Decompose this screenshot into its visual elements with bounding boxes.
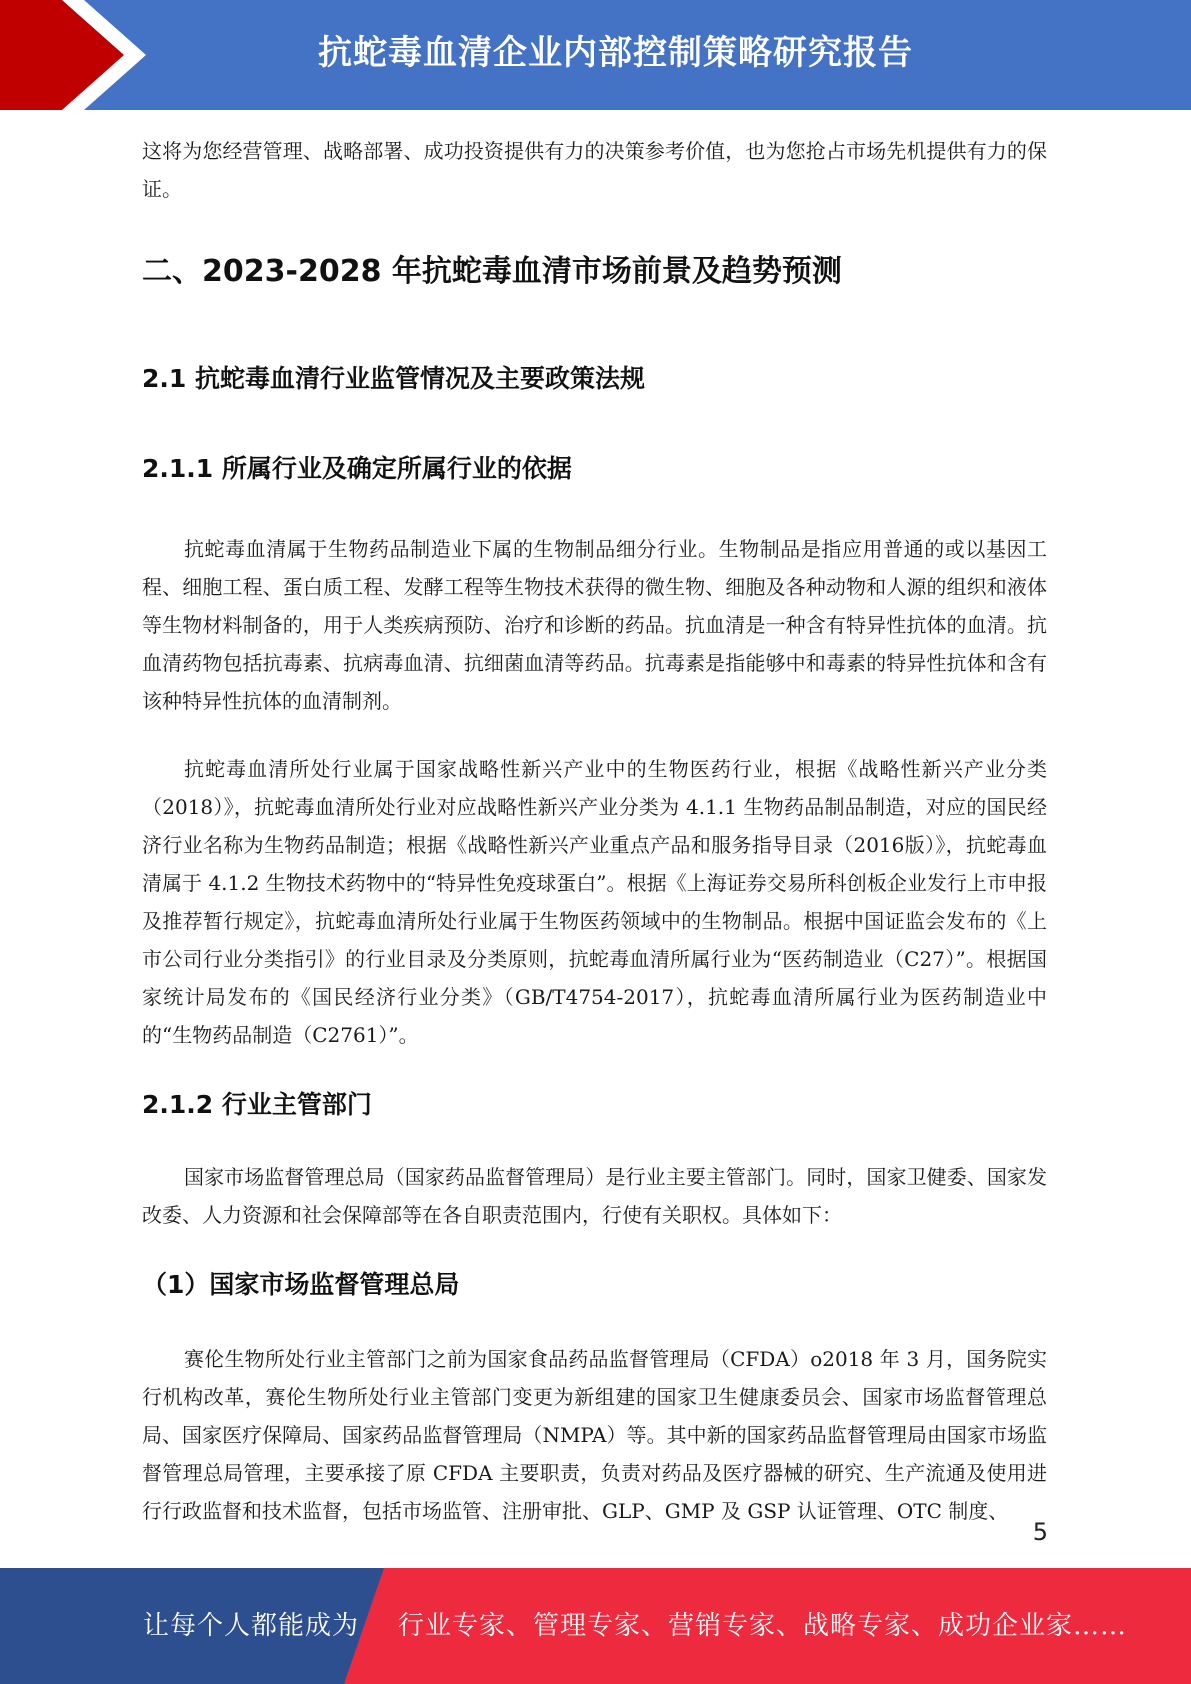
industry-classification-paragraph: 抗蛇毒血清所处行业属于国家战略性新兴产业中的生物医药行业，根据《战略性新兴产业分类（2018）》，抗蛇毒血清所处行业对应战略性新兴产业分类为 4.1.1 生物药品制品制造，对应的国民经济行业名称为生物药品制造；根据《战略性新兴产业重点产品和服务指导目录（2016版）》，抗蛇毒血清属于 4.1.2 生物技术药物中的“特异性免疫球蛋白”。根据《上海证券交易所科创板企业发行上市申报及推荐暂行规定》，抗蛇毒血清所处行业属于生物医药领域中的生物制品。根据中国证监会发布的《上市公司行业分类指引》的行业目录及分类原则，抗蛇毒血清所属行业为“医药制造业（C27）”。根据国家统计局发布的《国民经济行业分类》（GB/T4754-2017），抗蛇毒血清所属行业为医药制造业中的“生物药品制造（C2761）”。 xyxy=(142,757,1047,1047)
samr-paragraph: 赛伦生物所处行业主管部门之前为国家食品药品监督管理局（CFDA）o2018 年 3 月，国务院实行机构改革，赛伦生物所处行业主管部门变更为新组建的国家卫生健康委员会、国家市场监督管理总局、国家医疗保障局、国家药品监督管理局（NMPA）等。其中新的国家药品监督管理局由国家市场监督管理总局管理，主要承接了原 CFDA 主要职责，负责对药品及医疗器械的研究、生产流通及使用进行行政监督和技术监督，包括市场监管、注册审批、GLP、GMP 及 GSP 认证管理、OTC 制度、 xyxy=(142,1347,1047,1523)
subsection-1-heading: （1）国家市场监督管理总局 xyxy=(142,1270,460,1299)
authorities-paragraph: 国家市场监督管理总局（国家药品监督管理局）是行业主要主管部门。同时，国家卫健委、国家发改委、人力资源和社会保障部等在各自职责范围内，行使有关职权。具体如下： xyxy=(142,1165,1047,1227)
industry-definition-paragraph: 抗蛇毒血清属于生物药品制造业下属的生物制品细分行业。生物制品是指应用普通的或以基因工程、细胞工程、蛋白质工程、发酵工程等生物技术获得的微生物、细胞及各种动物和人源的组织和液体等生物材料制备的，用于人类疾病预防、治疗和诊断的药品。抗血清是一种含有特异性抗体的血清。抗血清药物包括抗毒素、抗病毒血清、抗细菌血清等药品。抗毒素是指能够中和毒素的特异性抗体和含有该种特异性抗体的血清制剂。 xyxy=(142,537,1047,713)
section-2-1-heading: 2.1 抗蛇毒血清行业监管情况及主要政策法规 xyxy=(142,364,645,393)
footer-slogan-right: 行业专家、管理专家、营销专家、战略专家、成功企业家…… xyxy=(398,1611,1128,1641)
section-2-1-2-heading: 2.1.2 行业主管部门 xyxy=(142,1090,372,1119)
section-2-heading: 二、2023-2028 年抗蛇毒血清市场前景及趋势预测 xyxy=(142,254,842,289)
page-footer xyxy=(0,1568,1191,1684)
page-content xyxy=(142,132,1047,1530)
footer-slogan-left: 让每个人都能成为 xyxy=(143,1611,360,1641)
report-title: 抗蛇毒血清企业内部控制策略研究报告 xyxy=(318,33,913,73)
intro-continuation-paragraph: 这将为您经营管理、战略部署、成功投资提供有力的决策参考价值，也为您抢占市场先机提供有力的保证。 xyxy=(142,139,1047,201)
page-header xyxy=(0,0,1191,110)
section-2-1-1-heading: 2.1.1 所属行业及确定所属行业的依据 xyxy=(142,454,572,483)
page-number: 5 xyxy=(1032,1518,1048,1546)
